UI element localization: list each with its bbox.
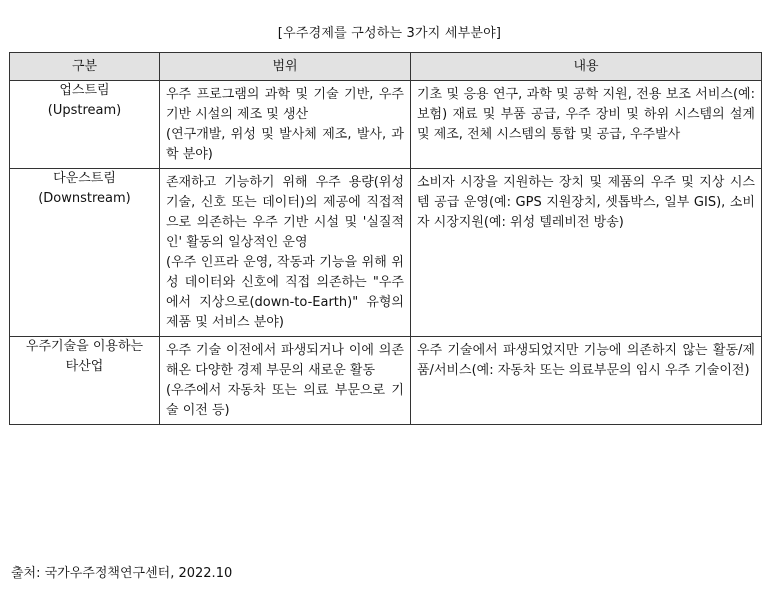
- scope-text: 우주 프로그램의 과학 및 기술 기반, 우주기반 시설의 제조 및 생산: [166, 87, 404, 122]
- row-content: [411, 169, 762, 337]
- content-text: 기초 및 응용 연구, 과학 및 공학 지원, 전용 보조 서비스(예: 보험) 재료 및 부품 공급, 우주 장비 및 하위 시스템의 설계 및 제조, 전체 시스템의 통합 및 공급, 우주발사: [417, 87, 755, 142]
- table-row-upstream: [10, 81, 762, 169]
- row-scope: [160, 169, 411, 337]
- table-caption: [우주경제를 구성하는 3가지 세부분야]: [277, 26, 502, 41]
- category-sublabel: (Upstream): [47, 103, 122, 118]
- row-category: [10, 81, 160, 169]
- scope-note: (연구개발, 위성 및 발사체 제조, 발사, 과학 분야): [166, 127, 404, 162]
- category-sublabel: 타산업: [65, 359, 104, 374]
- scope-text: 우주 기술 이전에서 파생되거나 이에 의존해온 다양한 경제 부문의 새로운 활동: [166, 343, 404, 378]
- source-note: 출처: 국가우주정책연구센터, 2022.10: [11, 566, 233, 581]
- table-row-spinoff: [10, 337, 762, 425]
- space-economy-table: [9, 52, 762, 425]
- row-content: [411, 81, 762, 169]
- row-scope: [160, 337, 411, 425]
- header-scope: 범위: [160, 53, 411, 81]
- content-text: 소비자 시장을 지원하는 장치 및 제품의 우주 및 지상 시스템 공급 운영(예: GPS 지원장치, 셋톱박스, 일부 GIS), 소비자 시장지원(예: 위성 텔레비전 방송): [417, 175, 755, 230]
- row-category: [10, 337, 160, 425]
- scope-text: 존재하고 기능하기 위해 우주 용량(위성 기술, 신호 또는 데이터)의 제공에 직접적으로 의존하는 우주 기반 시설 및 '실질적인' 활동의 일상적인 운영: [166, 175, 404, 250]
- table-row-downstream: [10, 169, 762, 337]
- category-sublabel: (Downstream): [38, 191, 131, 206]
- table-header-row: [10, 53, 762, 81]
- header-content: 내용: [411, 53, 762, 81]
- content-text: 우주 기술에서 파생되었지만 기능에 의존하지 않는 활동/제품/서비스(예: 자동차 또는 의료부문의 임시 우주 기술이전): [417, 343, 755, 378]
- scope-note: (우주에서 자동차 또는 의료 부문으로 기술 이전 등): [166, 383, 404, 418]
- category-label: 다운스트림: [53, 171, 116, 186]
- row-category: [10, 169, 160, 337]
- header-category: 구분: [10, 53, 160, 81]
- row-scope: [160, 81, 411, 169]
- row-content: [411, 337, 762, 425]
- scope-note: (우주 인프라 운영, 작동과 기능을 위해 위성 데이터와 신호에 직접 의존하는 "우주에서 지상으로(down-to-Earth)" 유형의 제품 및 서비스 분야): [166, 255, 404, 330]
- category-label: 우주기술을 이용하는: [25, 339, 144, 354]
- category-label: 업스트림: [59, 83, 110, 98]
